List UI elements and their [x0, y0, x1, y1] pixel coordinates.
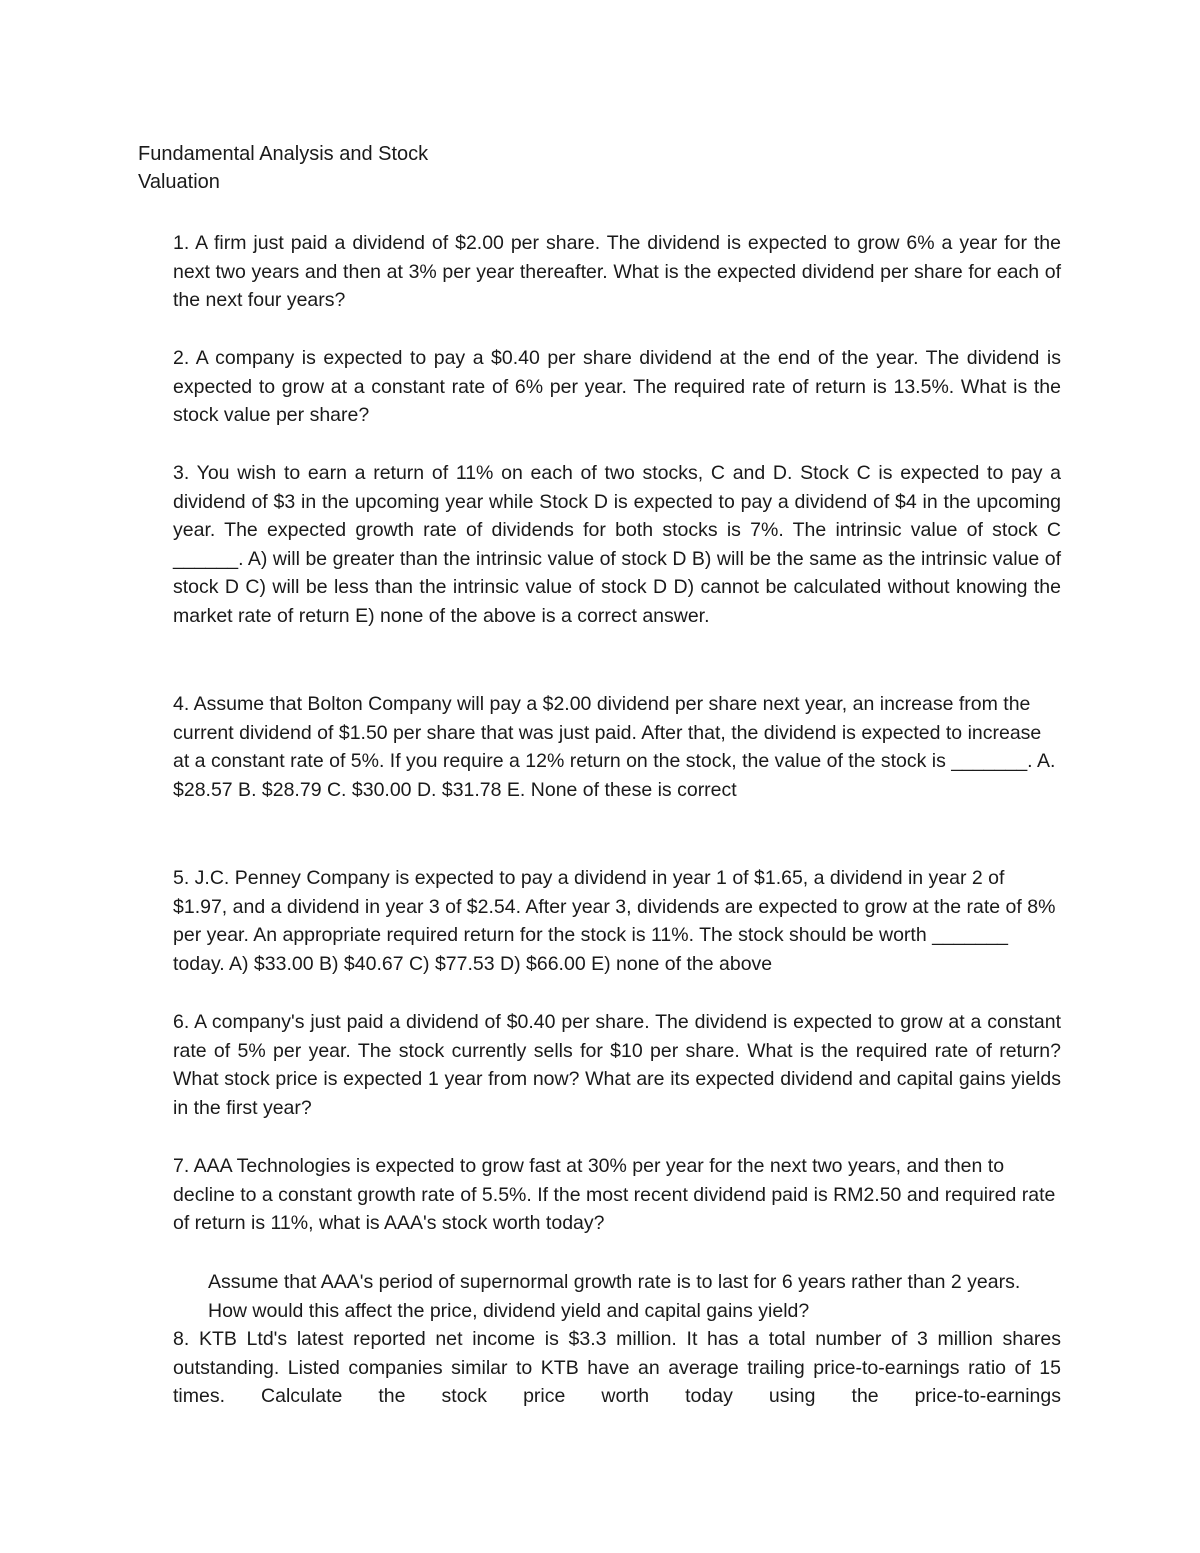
question-5: 5. J.C. Penney Company is expected to pay a dividend in year 1 of $1.65, a dividend in year 2 of $1.97, and a dividend in year 3 of $2.54. After year 3, dividends are expected to grow at the rate of 8% per year. An appropriate required return for the stock is 11%. The stock should be worth _______ today. A) $33.00 B) $40.67 C) $77.53 D) $66.00 E) none of the above — [173, 867, 1056, 975]
question-2: 2. A company is expected to pay a $0.40 per share dividend at the end of the year. The dividend is expected to grow at a constant rate of 6% per year. The required rate of return is 13.5%. What is the stock value per share? — [173, 347, 1061, 427]
question-7: 7. AAA Technologies is expected to grow fast at 30% per year for the next two years, and then to decline to a constant growth rate of 5.5%. If the most recent dividend paid is RM2.50 and required rate of return is 11%, what is AAA's stock worth today? — [173, 1155, 1056, 1235]
question-8: 8. KTB Ltd's latest reported net income is $3.3 million. It has a total number of 3 million shares outstanding. Listed companies similar to KTB have an average trailing price-to-earnings ratio of 15 times. Calculate the stock price worth today using the price-to-earnings — [173, 1328, 1061, 1408]
title-line-2: Valuation — [138, 171, 220, 193]
question-3: 3. You wish to earn a return of 11% on each of two stocks, C and D. Stock C is expected to pay a dividend of $3 in the upcoming year while Stock D is expected to pay a dividend of $4 in the upcoming year. The expected growth rate of dividends for both stocks is 7%. The intrinsic value of stock C ______. A) will be greater than the intrinsic value of stock D B) will be the same as the intrinsic value of stock D C) will be less than the intrinsic value of stock D D) cannot be calculated without knowing the market rate of return E) none of the above is a correct answer. — [173, 462, 1061, 627]
question-7-followup: Assume that AAA's period of supernormal growth rate is to last for 6 years rather than 2 years. How would this affect the price, dividend yield and capital gains yield? — [208, 1271, 1021, 1322]
title-line-1: Fundamental Analysis and Stock — [138, 143, 429, 165]
question-1: 1. A firm just paid a dividend of $2.00 per share. The dividend is expected to grow 6% a year for the next two years and then at 3% per year thereafter. What is the expected dividend per share for each of the next four years? — [173, 232, 1061, 312]
question-6: 6. A company's just paid a dividend of $0.40 per share. The dividend is expected to grow at a constant rate of 5% per year. The stock currently sells for $10 per share. What is the required rate of return? What stock price is expected 1 year from now? What are its expected dividend and capital gains yields in the first year? — [173, 1011, 1061, 1119]
document-title — [138, 140, 558, 196]
question-4: 4. Assume that Bolton Company will pay a $2.00 dividend per share next year, an increase from the current dividend of $1.50 per share that was just paid. After that, the dividend is expected to increase at a constant rate of 5%. If you require a 12% return on the stock, the value of the stock is _______. A. $28.57 B. $28.79 C. $30.00 D. $31.78 E. None of these is correct — [173, 693, 1056, 801]
